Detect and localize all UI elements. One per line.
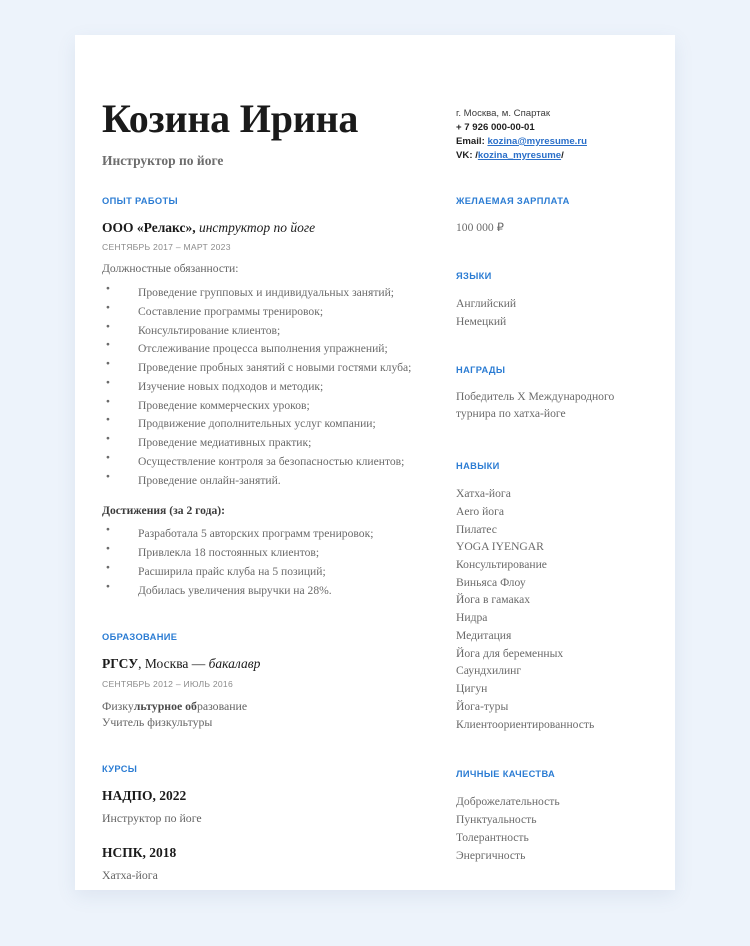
- section-title-courses: КУРСЫ: [102, 764, 138, 775]
- experience-achievements-label: Достижения (за 2 года):: [102, 503, 225, 517]
- course-description: Хатха-йога: [102, 868, 158, 883]
- awards-text: Победитель X Международного турнира по хатха-йоге: [456, 390, 615, 421]
- section-languages: [456, 271, 656, 330]
- contact-phone[interactable]: + 7 926 000-00-01: [456, 121, 535, 133]
- list-item: Пилатес: [456, 522, 497, 536]
- section-education: [102, 632, 444, 731]
- section-title-personal-qualities: ЛИЧНЫЕ КАЧЕСТВА: [456, 769, 556, 780]
- list-item: ● Консультирование клиентов;: [102, 322, 444, 341]
- list-item: Нидра: [456, 611, 488, 625]
- education-program-part2: льтурное об: [133, 698, 197, 713]
- section-salary: [456, 196, 656, 237]
- section-title-awards: НАГРАДЫ: [456, 365, 506, 376]
- list-item: Немецкий: [456, 314, 507, 328]
- list-item: ● Расширила прайс клуба на 5 позиций;: [102, 563, 444, 582]
- section-awards: [456, 365, 656, 423]
- contact-email-line: [456, 135, 656, 149]
- list-item: Консультирование: [456, 557, 547, 571]
- candidate-name: Козина Ирина: [102, 96, 359, 141]
- education-program-part1: Физку: [102, 698, 134, 713]
- list-item: Клиентоориентированность: [456, 717, 595, 731]
- contact-city: г. Москва, м. Спартак: [456, 108, 551, 119]
- list-item: Энергичность: [456, 848, 526, 862]
- course-name: [102, 788, 444, 804]
- list-item: ● Проведение медиативных практик;: [102, 434, 444, 453]
- education-city: , Москва —: [138, 656, 209, 672]
- body-row: [102, 196, 647, 884]
- section-title-experience: ОПЫТ РАБОТЫ: [102, 196, 178, 207]
- list-item: Aero йога: [456, 504, 504, 518]
- education-program: [102, 698, 444, 715]
- list-item: ● Осуществление контроля за безопасностью клиентов;: [102, 453, 444, 472]
- list-item: Саундхилинг: [456, 664, 522, 678]
- section-courses: [102, 764, 444, 884]
- list-item: ● Добилась увеличения выручки на 28%.: [102, 582, 444, 601]
- experience-entry: [102, 220, 444, 600]
- header-identity: [102, 98, 444, 169]
- section-title-salary: ЖЕЛАЕМАЯ ЗАРПЛАТА: [456, 196, 570, 207]
- list-item: Виньяса Флоу: [456, 575, 526, 589]
- list-item: ● Проведение групповых и индивидуальных занятий;: [102, 284, 444, 303]
- list-item: ● Отслеживание процесса выполнения упражнений;: [102, 340, 444, 359]
- resume-card: [75, 35, 675, 890]
- vk-label: VK:: [456, 149, 473, 161]
- education-entry: [102, 656, 444, 731]
- course-entry: [102, 845, 444, 884]
- contact-phone-line: [456, 121, 656, 135]
- header-row: [102, 98, 647, 169]
- list-item: Йога в гамаках: [456, 593, 531, 607]
- section-skills: [456, 461, 656, 733]
- contact-city-line: [456, 107, 656, 121]
- list-item: Толерантность: [456, 830, 529, 844]
- section-title-skills: НАВЫКИ: [456, 461, 500, 472]
- education-degree: бакалавр: [208, 656, 261, 672]
- list-item: ● Составление программы тренировок;: [102, 303, 444, 322]
- contact-block: [456, 98, 656, 163]
- list-item: Доброжелательность: [456, 795, 560, 809]
- section-title-education: ОБРАЗОВАНИЕ: [102, 632, 178, 643]
- course-description: Инструктор по йоге: [102, 811, 202, 826]
- course-entry: [102, 788, 444, 827]
- list-item: Медитация: [456, 628, 512, 642]
- list-item: Хатха-йога: [456, 487, 511, 501]
- experience-duties-list: [102, 284, 444, 491]
- salary-value: 100 000 ₽: [456, 221, 504, 235]
- qualities-list: [456, 793, 656, 864]
- experience-company: ООО «Релакс»,: [102, 220, 196, 236]
- course-name-text: НСПК, 2018: [102, 845, 177, 860]
- list-item: Йога-туры: [456, 699, 509, 713]
- experience-dates: СЕНТЯБРЬ 2017 – МАРТ 2023: [102, 242, 231, 253]
- experience-job-heading: [102, 220, 444, 236]
- email-link[interactable]: kozina@myresume.ru: [487, 135, 587, 147]
- experience-duties-label: Должностные обязанности:: [102, 262, 239, 276]
- list-item: ● Проведение коммерческих уроков;: [102, 397, 444, 416]
- section-title-languages: ЯЗЫКИ: [456, 270, 492, 281]
- list-item: ● Разработала 5 авторских программ тренировок;: [102, 525, 444, 544]
- languages-list: [456, 295, 656, 330]
- education-dates: СЕНТЯБРЬ 2012 – ИЮЛЬ 2016: [102, 678, 233, 689]
- list-item: Английский: [456, 296, 517, 310]
- list-item: Йога для беременных: [456, 646, 564, 660]
- list-item: ● Проведение онлайн-занятий.: [102, 472, 444, 491]
- experience-role: инструктор по йоге: [195, 220, 316, 236]
- vk-link[interactable]: kozina_myresume: [477, 149, 562, 161]
- section-personal-qualities: [456, 769, 656, 864]
- list-item: ● Проведение пробных занятий с новыми гостями клуба;: [102, 359, 444, 378]
- candidate-job-title: Инструктор по йоге: [102, 153, 224, 168]
- contact-vk-line: [456, 149, 656, 163]
- education-heading: [102, 656, 444, 672]
- course-name: [102, 845, 444, 861]
- education-program-part3: разование: [196, 698, 248, 713]
- vk-prefix: /: [475, 149, 478, 161]
- right-column: [456, 196, 656, 864]
- email-label: Email:: [456, 135, 485, 147]
- experience-achievements-list: [102, 525, 444, 600]
- list-item: ● Привлекла 18 постоянных клиентов;: [102, 544, 444, 563]
- list-item: Пунктуальность: [456, 813, 537, 827]
- skills-list: [456, 485, 656, 733]
- left-column: [102, 196, 444, 884]
- list-item: Цигун: [456, 682, 488, 696]
- list-item: ● Продвижение дополнительных услуг компании;: [102, 415, 444, 434]
- education-institution: РГСУ: [102, 656, 139, 672]
- list-item: YOGA IYENGAR: [456, 540, 544, 554]
- section-experience: [102, 196, 444, 600]
- list-item: ● Изучение новых подходов и методик;: [102, 378, 444, 397]
- course-name-text: НАДПО, 2022: [102, 788, 187, 804]
- education-qualification: Учитель физкультуры: [102, 715, 213, 730]
- vk-suffix: /: [561, 149, 564, 161]
